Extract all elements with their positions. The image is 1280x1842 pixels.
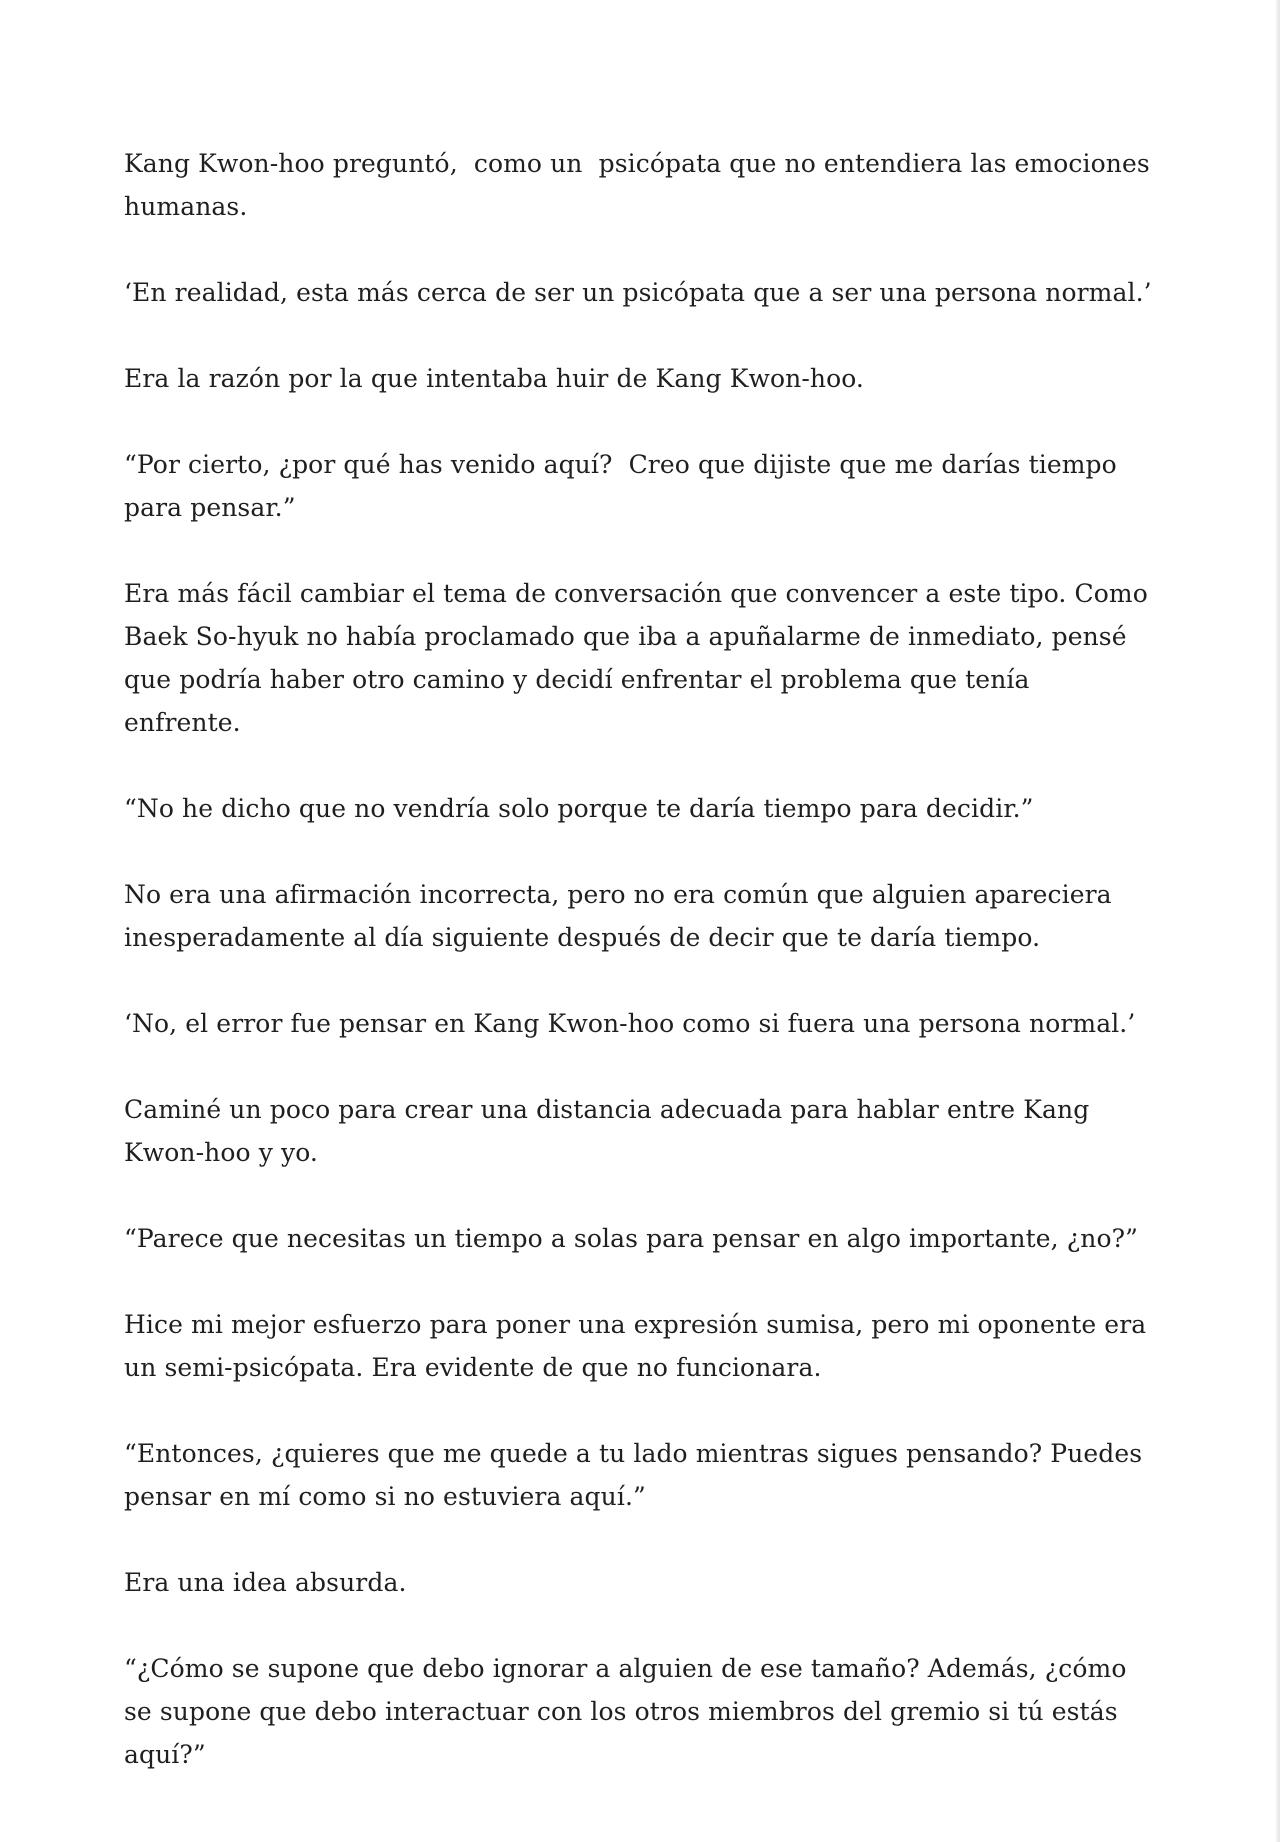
paragraph: Hice mi mejor esfuerzo para poner una expresión sumisa, pero mi oponente era un semi-psicópata. Era evidente de que no funcionara.	[124, 1310, 1155, 1382]
paragraph: Era una idea absurda.	[124, 1568, 407, 1597]
paragraph: ‘No, el error fue pensar en Kang Kwon-hoo como si fuera una persona normal.’	[124, 1009, 1136, 1038]
page-edge-shadow	[1276, 0, 1280, 1842]
paragraph: “¿Cómo se supone que debo ignorar a alguien de ese tamaño? Además, ¿cómo se supone que debo interactuar con los otros miembros del gremio si tú estás aquí?”	[124, 1654, 1135, 1769]
paragraph: Caminé un poco para crear una distancia adecuada para hablar entre Kang Kwon-hoo y yo.	[124, 1095, 1098, 1167]
paragraph: “Parece que necesitas un tiempo a solas para pensar en algo importante, ¿no?”	[124, 1224, 1138, 1253]
paragraph: “No he dicho que no vendría solo porque te daría tiempo para decidir.”	[124, 794, 1034, 823]
paragraph: Era la razón por la que intentaba huir de Kang Kwon-hoo.	[124, 364, 864, 393]
paragraph: Era más fácil cambiar el tema de conversación que convencer a este tipo. Como Baek So-hyuk no había proclamado que iba a apuñalarme de inmediato, pensé que podría haber otro camino y decidí enfrentar el problema que tenía enfrente.	[124, 579, 1156, 737]
paragraph: “Por cierto, ¿por qué has venido aquí? Creo que dijiste que me darías tiempo para pensar.”	[124, 450, 1125, 522]
paragraph: ‘En realidad, esta más cerca de ser un psicópata que a ser una persona normal.’	[124, 278, 1152, 307]
paragraph: No era una afirmación incorrecta, pero no era común que alguien apareciera inesperadamente al día siguiente después de decir que te daría tiempo.	[124, 880, 1120, 952]
paragraph: Kang Kwon-hoo preguntó, como un psicópata que no entendiera las emociones humanas.	[124, 149, 1158, 221]
paragraph: “Entonces, ¿quieres que me quede a tu lado mientras sigues pensando? Puedes pensar en mí como si no estuviera aquí.”	[124, 1439, 1151, 1511]
text-column	[124, 142, 1158, 1819]
